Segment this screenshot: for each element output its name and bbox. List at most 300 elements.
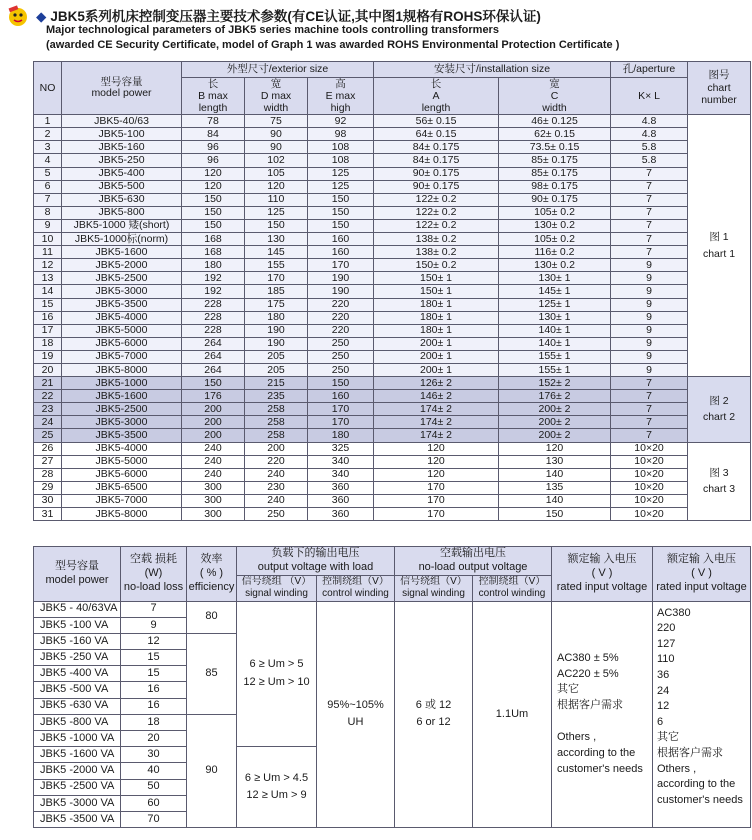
cell-no: 12 [34, 259, 62, 272]
cell-kl: 10×20 [611, 481, 688, 494]
table-row [34, 193, 751, 206]
cell-a: 122± 0.2 [374, 193, 499, 206]
cell-loss: 70 [121, 811, 187, 827]
header-aperture: 孔/aperture [611, 62, 688, 78]
cell-d: 130 [245, 233, 308, 246]
table-row [34, 324, 751, 337]
cell-loss: 16 [121, 682, 187, 698]
cell-kl: 9 [611, 285, 688, 298]
cell-no: 17 [34, 324, 62, 337]
diamond-bullet-icon: ◆ [36, 9, 47, 24]
cell-kl: 7 [611, 180, 688, 193]
cell-kl: 10×20 [611, 442, 688, 455]
cell-e: 160 [308, 246, 374, 259]
cell-efficiency: 85 [187, 633, 237, 714]
cell-model: JBK5-7000 [62, 494, 182, 507]
cell-e: 170 [308, 259, 374, 272]
cell-e: 170 [308, 403, 374, 416]
cell-model: JBK5-800 [62, 206, 182, 219]
cell-no: 9 [34, 219, 62, 232]
cell-no: 1 [34, 115, 62, 128]
cell-a: 84± 0.175 [374, 154, 499, 167]
cell-c: 155± 1 [499, 363, 611, 376]
cell-a: 150± 1 [374, 285, 499, 298]
table-row [34, 390, 751, 403]
cell-a: 126± 2 [374, 377, 499, 390]
cell-e: 220 [308, 298, 374, 311]
cell-model: JBK5-2500 [62, 403, 182, 416]
cell-e: 98 [308, 128, 374, 141]
cell-d: 90 [245, 128, 308, 141]
cell-c: 140± 1 [499, 324, 611, 337]
cell-d: 220 [245, 455, 308, 468]
cell-b: 192 [182, 285, 245, 298]
cell-a: 174± 2 [374, 429, 499, 442]
cell-kl: 7 [611, 390, 688, 403]
cell-c: 140 [499, 494, 611, 507]
cell-kl: 7 [611, 206, 688, 219]
cell-d: 240 [245, 468, 308, 481]
table-row [34, 442, 751, 455]
subtitle-line-2: (awarded CE Security Certificate, model of Graph 1 was awarded ROHS Environmental Protection Certificate ) [46, 39, 620, 51]
cell-model: JBK5-1000 [62, 377, 182, 390]
cell-kl: 10×20 [611, 494, 688, 507]
cell-kl: 9 [611, 298, 688, 311]
cell-d: 90 [245, 141, 308, 154]
cell-b: 200 [182, 403, 245, 416]
cell-no: 16 [34, 311, 62, 324]
cell-a: 120 [374, 468, 499, 481]
cell-a: 146± 2 [374, 390, 499, 403]
cell-loss: 20 [121, 731, 187, 747]
cell-kl: 9 [611, 311, 688, 324]
table-row [34, 167, 751, 180]
cell-signal-load-small: 6 ≥ Um > 5 12 ≥ Um > 10 [237, 601, 317, 747]
cell-loss: 9 [121, 617, 187, 633]
subtitle-line-1: Major technological parameters of JBK5 series machine tools controlling transformers [46, 24, 499, 36]
cell-model: JBK5-630 [62, 193, 182, 206]
header-kl: K× L [611, 78, 688, 115]
cell-c: 130 [499, 455, 611, 468]
page-title [36, 5, 541, 25]
cell-c: 116± 0.2 [499, 246, 611, 259]
cell-e: 360 [308, 508, 374, 521]
cell-model: JBK5 -2500 VA [34, 779, 121, 795]
cell-rated-input-b: AC380 220 127 110 36 24 12 6 其它 根据客户需求 Others , according to the customer's needs [653, 601, 751, 828]
cell-kl: 4.8 [611, 115, 688, 128]
cell-b: 228 [182, 298, 245, 311]
chart-label-2: 图 2 chart 2 [688, 377, 751, 442]
cell-c: 130± 1 [499, 311, 611, 324]
table-row [34, 416, 751, 429]
cell-b: 120 [182, 167, 245, 180]
cell-model: JBK5 -630 VA [34, 698, 121, 714]
header2-rated-input-a: 额定输 入电压 ( V ) rated input voltage [552, 547, 653, 602]
table-row [34, 337, 751, 350]
cell-b: 240 [182, 455, 245, 468]
electrical-table [33, 546, 751, 828]
cell-e: 190 [308, 285, 374, 298]
cell-kl: 9 [611, 337, 688, 350]
cell-d: 102 [245, 154, 308, 167]
cell-loss: 12 [121, 633, 187, 649]
table-row [34, 180, 751, 193]
cell-b: 78 [182, 115, 245, 128]
cell-loss: 15 [121, 666, 187, 682]
header2-signal-winding: 信号绕组 （V） signal winding [237, 575, 317, 601]
cell-model: JBK5 -1000 VA [34, 731, 121, 747]
cell-a: 200± 1 [374, 363, 499, 376]
cell-c: 85± 0.175 [499, 154, 611, 167]
cell-e: 125 [308, 180, 374, 193]
cell-a: 180± 1 [374, 298, 499, 311]
cell-a: 90± 0.175 [374, 180, 499, 193]
chart-label-1: 图 1 chart 1 [688, 115, 751, 377]
cell-a: 138± 0.2 [374, 246, 499, 259]
cell-a: 170 [374, 508, 499, 521]
cell-kl: 9 [611, 350, 688, 363]
cell-e: 160 [308, 233, 374, 246]
header-exterior-size: 外型尺寸/exterior size [182, 62, 374, 78]
cell-kl: 7 [611, 219, 688, 232]
cell-c: 135 [499, 481, 611, 494]
cell-no: 22 [34, 390, 62, 403]
table-row [34, 115, 751, 128]
cell-kl: 9 [611, 259, 688, 272]
cell-a: 200± 1 [374, 350, 499, 363]
cell-c: 130± 0.2 [499, 259, 611, 272]
cell-e: 360 [308, 481, 374, 494]
cell-d: 215 [245, 377, 308, 390]
cell-b: 168 [182, 246, 245, 259]
header2-signal-winding-noload: 信号绕组（V） signal winding [395, 575, 473, 601]
cell-a: 138± 0.2 [374, 233, 499, 246]
cell-no: 20 [34, 363, 62, 376]
table-row [34, 141, 751, 154]
cell-model: JBK5 -2000 VA [34, 763, 121, 779]
cell-kl: 5.8 [611, 154, 688, 167]
cell-d: 185 [245, 285, 308, 298]
table-row [34, 403, 751, 416]
cell-c: 120 [499, 442, 611, 455]
cell-b: 228 [182, 311, 245, 324]
table-row [34, 233, 751, 246]
cell-c: 140± 1 [499, 337, 611, 350]
cell-no: 30 [34, 494, 62, 507]
cell-no: 28 [34, 468, 62, 481]
cell-e: 150 [308, 193, 374, 206]
cell-no: 21 [34, 377, 62, 390]
cell-c: 125± 1 [499, 298, 611, 311]
table-row [34, 350, 751, 363]
cell-kl: 9 [611, 363, 688, 376]
cell-b: 96 [182, 154, 245, 167]
header-no: NO [34, 62, 62, 115]
cell-b: 150 [182, 377, 245, 390]
cell-e: 108 [308, 154, 374, 167]
cell-model: JBK5 -250 VA [34, 650, 121, 666]
cell-kl: 7 [611, 193, 688, 206]
cell-b: 180 [182, 259, 245, 272]
table-row [34, 494, 751, 507]
table-row [34, 298, 751, 311]
cell-no: 24 [34, 416, 62, 429]
cell-b: 228 [182, 324, 245, 337]
cell-d: 180 [245, 311, 308, 324]
cell-b: 150 [182, 193, 245, 206]
cell-a: 120 [374, 455, 499, 468]
cell-no: 8 [34, 206, 62, 219]
cell-model: JBK5-1600 [62, 246, 182, 259]
table-row [34, 311, 751, 324]
cell-efficiency: 80 [187, 601, 237, 633]
cell-model: JBK5 -400 VA [34, 666, 121, 682]
cell-model: JBK5-5000 [62, 455, 182, 468]
cell-model: JBK5-3000 [62, 416, 182, 429]
cell-model: JBK5 - 40/63VA [34, 601, 121, 617]
table-row [34, 377, 751, 390]
cell-b: 200 [182, 429, 245, 442]
header-b-length: 长 B max length [182, 78, 245, 115]
table-row [34, 363, 751, 376]
cell-d: 205 [245, 363, 308, 376]
cell-c: 150 [499, 508, 611, 521]
cell-control-noload: 1.1Um [473, 601, 552, 828]
cell-loss: 18 [121, 714, 187, 730]
cell-b: 176 [182, 390, 245, 403]
cell-d: 110 [245, 193, 308, 206]
cell-model: JBK5-4000 [62, 311, 182, 324]
cell-b: 264 [182, 337, 245, 350]
cell-no: 2 [34, 128, 62, 141]
cell-d: 190 [245, 337, 308, 350]
cell-kl: 10×20 [611, 455, 688, 468]
table-row [34, 481, 751, 494]
header-d-width: 宽 D max width [245, 78, 308, 115]
cell-model: JBK5-2000 [62, 259, 182, 272]
cell-b: 96 [182, 141, 245, 154]
cell-d: 75 [245, 115, 308, 128]
cell-kl: 7 [611, 246, 688, 259]
cell-d: 258 [245, 403, 308, 416]
cell-model: JBK5 -800 VA [34, 714, 121, 730]
cell-a: 56± 0.15 [374, 115, 499, 128]
cell-model: JBK5-6500 [62, 481, 182, 494]
cell-kl: 4.8 [611, 128, 688, 141]
cell-no: 15 [34, 298, 62, 311]
cell-no: 3 [34, 141, 62, 154]
header2-rated-input-b: 额定输 入电压 ( V ) rated input voltage [653, 547, 751, 602]
cell-e: 180 [308, 429, 374, 442]
cell-kl: 7 [611, 403, 688, 416]
cell-c: 90± 0.175 [499, 193, 611, 206]
cell-c: 98± 0.175 [499, 180, 611, 193]
table-row [34, 259, 751, 272]
cell-a: 84± 0.175 [374, 141, 499, 154]
document-header [6, 4, 750, 60]
cell-e: 190 [308, 272, 374, 285]
table-row [34, 601, 751, 617]
cell-d: 258 [245, 416, 308, 429]
header-model: 型号容量 model power [62, 62, 182, 115]
cell-c: 105± 0.2 [499, 233, 611, 246]
cell-b: 240 [182, 442, 245, 455]
header2-efficiency: 效率 ( % ) efficiency [187, 547, 237, 602]
cell-model: JBK5-400 [62, 167, 182, 180]
cell-kl: 7 [611, 416, 688, 429]
table-row [34, 206, 751, 219]
cell-d: 235 [245, 390, 308, 403]
cell-no: 6 [34, 180, 62, 193]
cell-e: 250 [308, 350, 374, 363]
cell-control-load: 95%~105% UH [317, 601, 395, 828]
cell-a: 174± 2 [374, 403, 499, 416]
table-row [34, 272, 751, 285]
cell-d: 105 [245, 167, 308, 180]
cell-e: 220 [308, 324, 374, 337]
cell-d: 230 [245, 481, 308, 494]
cell-e: 160 [308, 390, 374, 403]
cell-model: JBK5-3000 [62, 285, 182, 298]
cell-no: 13 [34, 272, 62, 285]
cell-e: 150 [308, 219, 374, 232]
cell-b: 300 [182, 494, 245, 507]
cell-no: 7 [34, 193, 62, 206]
cell-a: 122± 0.2 [374, 206, 499, 219]
cell-rated-input-a: AC380 ± 5% AC220 ± 5% 其它 根据客户需求 Others , according to the customer's needs [552, 601, 653, 828]
cell-kl: 7 [611, 429, 688, 442]
cell-a: 170 [374, 481, 499, 494]
header2-no-load-output: 空载输出电压 no-load output voltage [395, 547, 552, 576]
cell-a: 200± 1 [374, 337, 499, 350]
cell-b: 264 [182, 350, 245, 363]
cell-c: 46± 0.125 [499, 115, 611, 128]
cell-b: 192 [182, 272, 245, 285]
cell-model: JBK5-1600 [62, 390, 182, 403]
cell-kl: 5.8 [611, 141, 688, 154]
cell-b: 264 [182, 363, 245, 376]
cell-a: 174± 2 [374, 416, 499, 429]
cell-no: 11 [34, 246, 62, 259]
cell-c: 73.5± 0.15 [499, 141, 611, 154]
cell-model: JBK5 -3000 VA [34, 795, 121, 811]
cell-d: 250 [245, 508, 308, 521]
cell-loss: 15 [121, 650, 187, 666]
cell-loss: 60 [121, 795, 187, 811]
cell-b: 150 [182, 219, 245, 232]
chart-label-3: 图 3 chart 3 [688, 442, 751, 521]
cell-c: 145± 1 [499, 285, 611, 298]
cell-kl: 10×20 [611, 508, 688, 521]
cell-d: 200 [245, 442, 308, 455]
cell-model: JBK5-8000 [62, 508, 182, 521]
cell-e: 325 [308, 442, 374, 455]
cell-e: 250 [308, 363, 374, 376]
table-row [34, 508, 751, 521]
cell-kl: 7 [611, 377, 688, 390]
table-row [34, 429, 751, 442]
cell-kl: 9 [611, 272, 688, 285]
cell-model: JBK5-6000 [62, 337, 182, 350]
header-installation-size: 安装尺寸/installation size [374, 62, 611, 78]
cell-d: 145 [245, 246, 308, 259]
cell-d: 125 [245, 206, 308, 219]
cell-b: 300 [182, 481, 245, 494]
cell-kl: 10×20 [611, 468, 688, 481]
cell-no: 10 [34, 233, 62, 246]
cell-model: JBK5 -500 VA [34, 682, 121, 698]
cell-c: 140 [499, 468, 611, 481]
header-c-width: 宽 C width [499, 78, 611, 115]
cell-no: 26 [34, 442, 62, 455]
cell-a: 150± 0.2 [374, 259, 499, 272]
cell-kl: 7 [611, 233, 688, 246]
cell-kl: 7 [611, 167, 688, 180]
cell-e: 150 [308, 377, 374, 390]
cell-signal-noload: 6 或 12 6 or 12 [395, 601, 473, 828]
cell-a: 90± 0.175 [374, 167, 499, 180]
cell-model: JBK5-6000 [62, 468, 182, 481]
cell-a: 180± 1 [374, 311, 499, 324]
cell-d: 205 [245, 350, 308, 363]
cell-c: 152± 2 [499, 377, 611, 390]
cell-model: JBK5-8000 [62, 363, 182, 376]
header2-control-winding-noload: 控制绕组（V） control winding [473, 575, 552, 601]
cell-model: JBK5-3500 [62, 429, 182, 442]
cell-no: 18 [34, 337, 62, 350]
cell-loss: 40 [121, 763, 187, 779]
cell-b: 120 [182, 180, 245, 193]
cell-model: JBK5-3500 [62, 298, 182, 311]
cell-b: 200 [182, 416, 245, 429]
table-row [34, 128, 751, 141]
cell-d: 120 [245, 180, 308, 193]
cell-c: 176± 2 [499, 390, 611, 403]
cell-e: 125 [308, 167, 374, 180]
cell-d: 155 [245, 259, 308, 272]
header2-no-load-loss: 空载 损耗 (W) no-load loss [121, 547, 187, 602]
header-a-length: 长 A length [374, 78, 499, 115]
page-title-text: JBK5系列机床控制变压器主要技术参数(有CE认证,其中图1规格有ROHS环保认证) [50, 9, 541, 24]
cell-no: 5 [34, 167, 62, 180]
cell-e: 340 [308, 455, 374, 468]
cell-c: 130± 1 [499, 272, 611, 285]
cell-no: 14 [34, 285, 62, 298]
cell-a: 180± 1 [374, 324, 499, 337]
cell-e: 250 [308, 337, 374, 350]
cell-loss: 30 [121, 747, 187, 763]
cell-no: 27 [34, 455, 62, 468]
cell-model: JBK5-1000 矮(short) [62, 219, 182, 232]
cell-a: 150± 1 [374, 272, 499, 285]
cell-no: 19 [34, 350, 62, 363]
cell-d: 175 [245, 298, 308, 311]
cell-c: 105± 0.2 [499, 206, 611, 219]
cell-c: 130± 0.2 [499, 219, 611, 232]
cell-model: JBK5-4000 [62, 442, 182, 455]
cell-model: JBK5 -3500 VA [34, 811, 121, 827]
header2-model: 型号容量 model power [34, 547, 121, 602]
cell-no: 31 [34, 508, 62, 521]
header-e-high: 高 E max high [308, 78, 374, 115]
cell-d: 258 [245, 429, 308, 442]
cell-b: 150 [182, 206, 245, 219]
cell-a: 170 [374, 494, 499, 507]
table-row [34, 455, 751, 468]
cell-b: 168 [182, 233, 245, 246]
cell-a: 64± 0.15 [374, 128, 499, 141]
cell-model: JBK5-5000 [62, 324, 182, 337]
